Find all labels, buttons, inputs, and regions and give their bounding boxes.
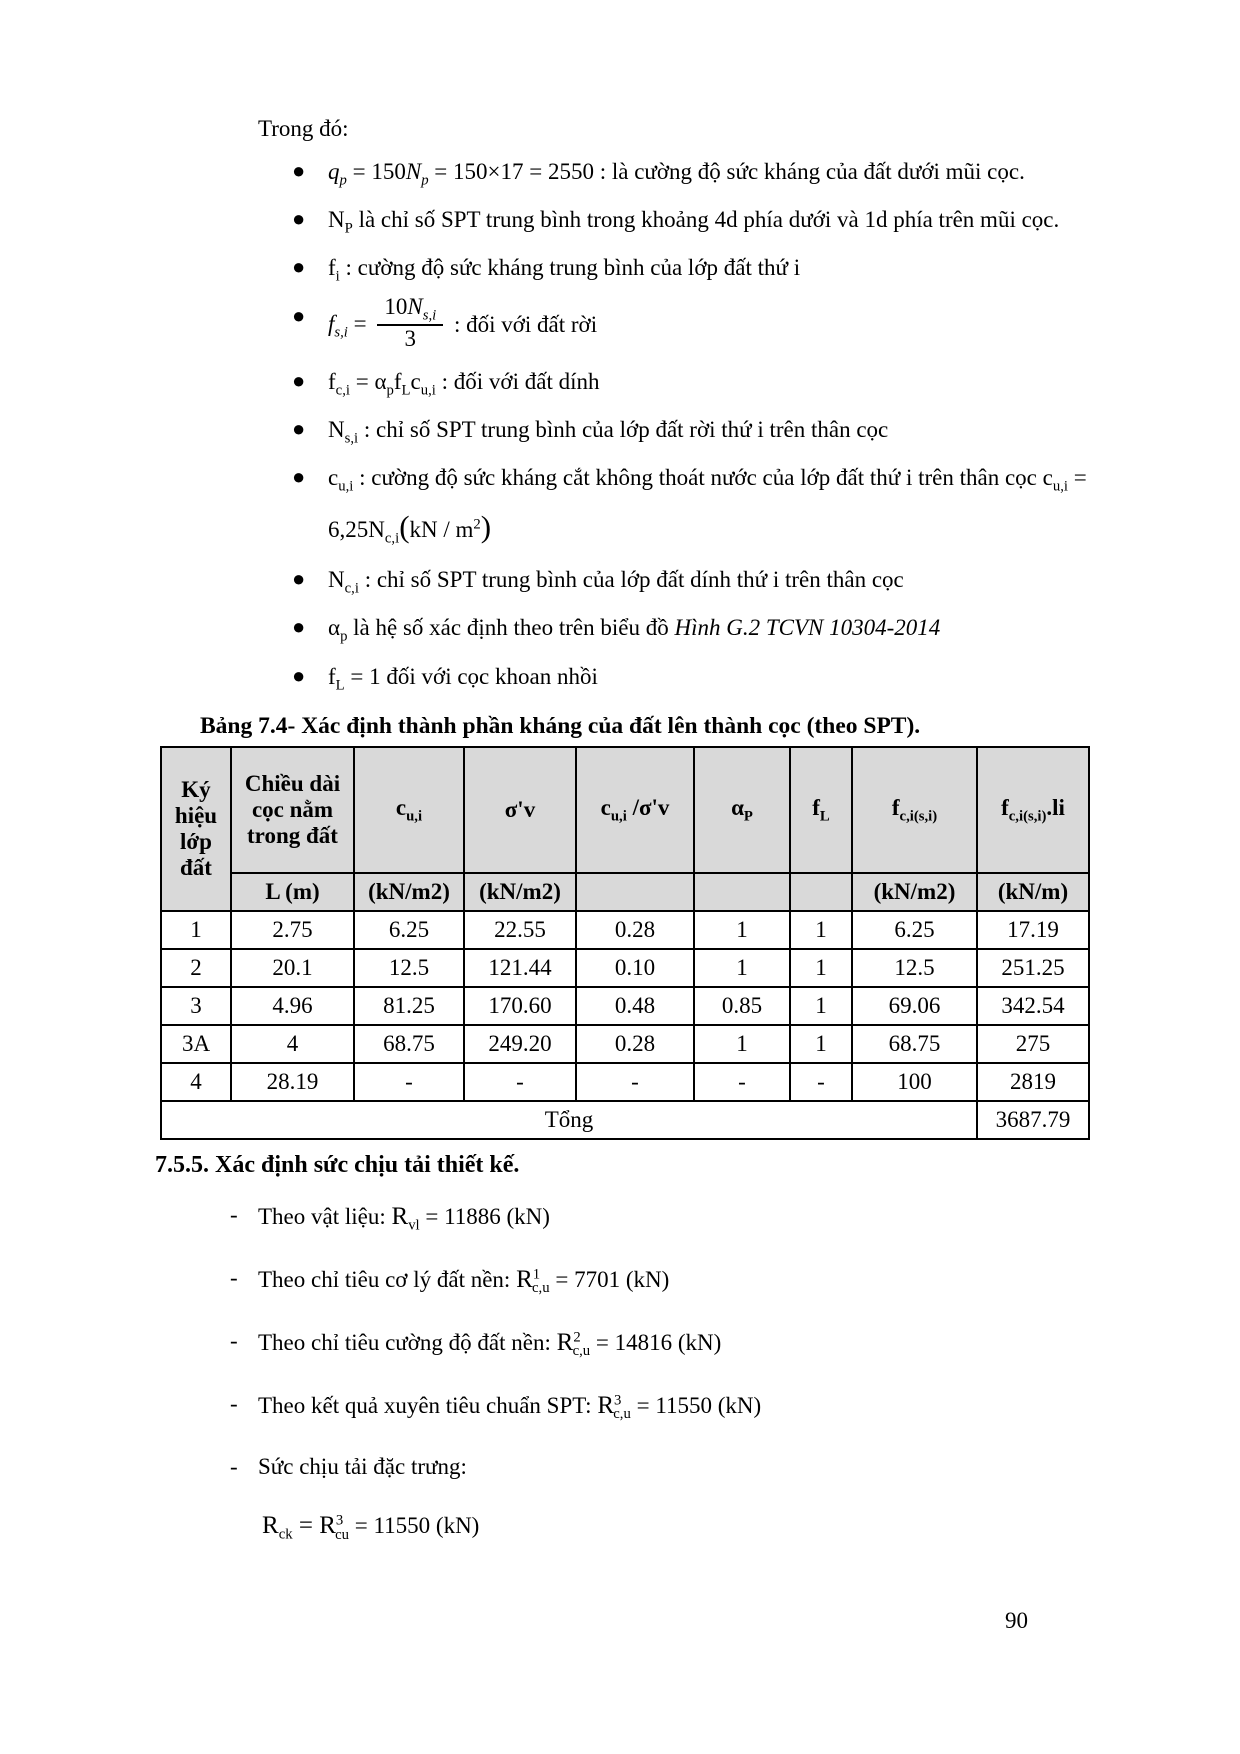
bullet-icon: ● xyxy=(292,463,306,489)
header-cell: $f_{c,i(s,i)}$ xyxy=(852,747,977,873)
bullet-text: $N_P$ là chỉ số SPT trung bình trong khoảng 4d phía dưới và 1d phía trên mũi cọc. xyxy=(328,207,1060,237)
table-cell: - xyxy=(354,1063,464,1101)
table-cell: 1 xyxy=(694,911,790,949)
header-cell: $f_L$ xyxy=(790,747,852,873)
table-cell: 6.25 xyxy=(852,911,977,949)
header-cell: σ'v xyxy=(464,747,576,873)
formula-pre: $f_{s,i}$ = xyxy=(328,311,373,341)
bullet-icon: ● xyxy=(292,566,306,592)
formula-post: : đối với đất rời xyxy=(448,311,598,337)
table-cell: 6.25 xyxy=(354,911,464,949)
table-row xyxy=(161,1025,1089,1063)
bullet-text: $c_{u,i}$ : cường độ sức kháng cắt không thoát nước của lớp đất thứ i trên thân cọc $c_{u,i} = 6,25N_{c,i}(kN / m^2)$ xyxy=(328,464,1087,547)
list-item xyxy=(155,248,1088,290)
list-item xyxy=(155,1453,1088,1482)
characteristic-capacity-formula: $R_{ck} = R^3_{cu} = 11550$ (kN) xyxy=(262,1512,480,1544)
bullet-text: $q_p = 150N_p = 150\times 17 = 2550$ : là cường độ sức kháng của đất dưới mũi cọc. xyxy=(328,159,1025,189)
table-cell: - xyxy=(790,1063,852,1101)
total-row xyxy=(161,1101,1089,1139)
table-cell: 12.5 xyxy=(354,949,464,987)
table-cell: 68.75 xyxy=(852,1025,977,1063)
header-cell: $\alpha_P$ xyxy=(694,747,790,873)
dash-icon: - xyxy=(230,1453,238,1479)
list-item xyxy=(155,1264,1088,1298)
table-cell: 1 xyxy=(790,1025,852,1063)
list-item xyxy=(155,608,1088,650)
definition-list xyxy=(155,152,1088,699)
item-text: Theo chỉ tiêu cơ lý đất nền: $R^1_{c,u} = 7701$ (kN) xyxy=(258,1265,670,1297)
header-cell: $f_{c,i(s,i)}.li$ xyxy=(977,747,1089,873)
fraction xyxy=(377,294,443,353)
table-cell: 68.75 xyxy=(354,1025,464,1063)
table-header xyxy=(161,747,1089,911)
table-cell: 0.28 xyxy=(576,1025,694,1063)
header-cell: Chiều dài cọc nằm trong đất xyxy=(231,747,354,873)
table-cell: 100 xyxy=(852,1063,977,1101)
list-item xyxy=(155,1327,1088,1361)
table-row xyxy=(161,1063,1089,1101)
item-text: Theo chỉ tiêu cường độ đất nền: $R^2_{c,u} = 14816$ (kN) xyxy=(258,1328,722,1360)
table-cell: 2819 xyxy=(977,1063,1089,1101)
section-heading: 7.5.5. Xác định sức chịu tải thiết kế. xyxy=(155,1151,520,1178)
table-cell: 1 xyxy=(790,987,852,1025)
dash-icon: - xyxy=(230,1201,238,1227)
table-cell: 0.85 xyxy=(694,987,790,1025)
table-cell: 2 xyxy=(161,949,231,987)
list-item xyxy=(155,1390,1088,1424)
table-cell: 17.19 xyxy=(977,911,1089,949)
item-text: Theo vật liệu: $R_{vl} = 11886$ (kN) xyxy=(258,1202,550,1234)
bullet-icon: ● xyxy=(292,662,306,688)
bullet-text: $\alpha_p$ là hệ số xác định theo trên biểu đồ Hình G.2 TCVN 10304-2014 xyxy=(328,615,941,645)
table-cell: 342.54 xyxy=(977,987,1089,1025)
soil-resistance-table xyxy=(160,746,1090,1140)
list-item xyxy=(155,152,1088,194)
bullet-text: $N_{c,i}$ : chỉ số SPT trung bình của lớp đất dính thứ i trên thân cọc xyxy=(328,567,904,597)
table-cell: 22.55 xyxy=(464,911,576,949)
table-cell: 4 xyxy=(161,1063,231,1101)
list-item xyxy=(155,200,1088,242)
table-cell: 28.19 xyxy=(231,1063,354,1101)
page-content xyxy=(155,116,1088,1544)
table-body xyxy=(161,911,1089,1101)
bullet-icon: ● xyxy=(292,206,306,232)
table-cell: 0.48 xyxy=(576,987,694,1025)
table-cell: - xyxy=(464,1063,576,1101)
table-cell: 12.5 xyxy=(852,949,977,987)
unit-cell: (kN/m2) xyxy=(354,873,464,911)
table-row xyxy=(161,949,1089,987)
table-cell: 121.44 xyxy=(464,949,576,987)
table-cell: 81.25 xyxy=(354,987,464,1025)
table-cell: 275 xyxy=(977,1025,1089,1063)
fraction-numerator: $10N_{s,i}$ xyxy=(377,294,443,327)
table-row xyxy=(161,911,1089,949)
total-value: 3687.79 xyxy=(977,1101,1089,1139)
bullet-icon: ● xyxy=(292,254,306,280)
bullet-icon: ● xyxy=(292,158,306,183)
bullet-text: $f_L = 1$ đối với cọc khoan nhồi xyxy=(328,663,598,694)
bullet-icon: ● xyxy=(292,614,306,640)
dash-icon: - xyxy=(230,1327,238,1353)
dash-icon: - xyxy=(230,1264,238,1290)
bullet-text: $f_i$ : cường độ sức kháng trung bình của lớp đất thứ i xyxy=(328,255,801,285)
item-text: Sức chịu tải đặc trưng: xyxy=(258,1453,467,1479)
table-cell: 4 xyxy=(231,1025,354,1063)
bullet-icon: ● xyxy=(292,302,306,328)
table-cell: 3 xyxy=(161,987,231,1025)
list-item xyxy=(155,560,1088,602)
list-item xyxy=(155,1201,1088,1235)
table-cell: 1 xyxy=(790,911,852,949)
fraction-denominator: 3 xyxy=(404,326,417,352)
bullet-icon: ● xyxy=(292,367,306,393)
list-item xyxy=(155,293,1088,356)
bullet-icon: ● xyxy=(292,415,306,441)
table-cell: 4.96 xyxy=(231,987,354,1025)
total-label: Tổng xyxy=(161,1101,977,1139)
page-number: 90 xyxy=(1005,1608,1028,1633)
list-item xyxy=(155,657,1088,699)
header-cell: Ký hiệu lớp đất xyxy=(161,747,231,911)
table-title: Bảng 7.4- Xác định thành phần kháng của đất lên thành cọc (theo SPT). xyxy=(200,712,921,739)
table-cell: 170.60 xyxy=(464,987,576,1025)
table-cell: 3A xyxy=(161,1025,231,1063)
table-cell: 1 xyxy=(790,949,852,987)
table-cell: 0.10 xyxy=(576,949,694,987)
table-cell: 0.28 xyxy=(576,911,694,949)
table-footer xyxy=(161,1101,1089,1139)
bullet-text: $N_{s,i}$ : chỉ số SPT trung bình của lớp đất rời thứ i trên thân cọc xyxy=(328,416,889,447)
table-cell: - xyxy=(694,1063,790,1101)
unit-cell xyxy=(694,873,790,911)
header-cell: $c_{u,i}$ xyxy=(354,747,464,873)
table-cell: 1 xyxy=(694,1025,790,1063)
table-cell: 1 xyxy=(161,911,231,949)
unit-cell: (kN/m2) xyxy=(464,873,576,911)
table-row xyxy=(161,987,1089,1025)
list-item xyxy=(155,410,1088,452)
list-item xyxy=(155,458,1088,554)
unit-cell: (kN/m) xyxy=(977,873,1089,911)
table-cell: 2.75 xyxy=(231,911,354,949)
list-item xyxy=(155,362,1088,404)
unit-cell: L (m) xyxy=(231,873,354,911)
table-cell: 249.20 xyxy=(464,1025,576,1063)
table-cell: 69.06 xyxy=(852,987,977,1025)
item-text: Theo kết quả xuyên tiêu chuẩn SPT: $R^3_{c,u} = 11550$ (kN) xyxy=(258,1391,762,1423)
header-cell: $c_{u,i}$ /σ'v xyxy=(576,747,694,873)
table-cell: 251.25 xyxy=(977,949,1089,987)
unit-cell xyxy=(790,873,852,911)
unit-cell: (kN/m2) xyxy=(852,873,977,911)
dash-icon: - xyxy=(230,1390,238,1416)
table-cell: 20.1 xyxy=(231,949,354,987)
table-cell: 1 xyxy=(694,949,790,987)
unit-cell xyxy=(576,873,694,911)
bullet-text: $f_{c,i} = \alpha_pf_Lc_{u,i}$ : đối với đất dính xyxy=(328,368,600,399)
table-cell: - xyxy=(576,1063,694,1101)
intro-label: Trong đó: xyxy=(258,116,349,141)
